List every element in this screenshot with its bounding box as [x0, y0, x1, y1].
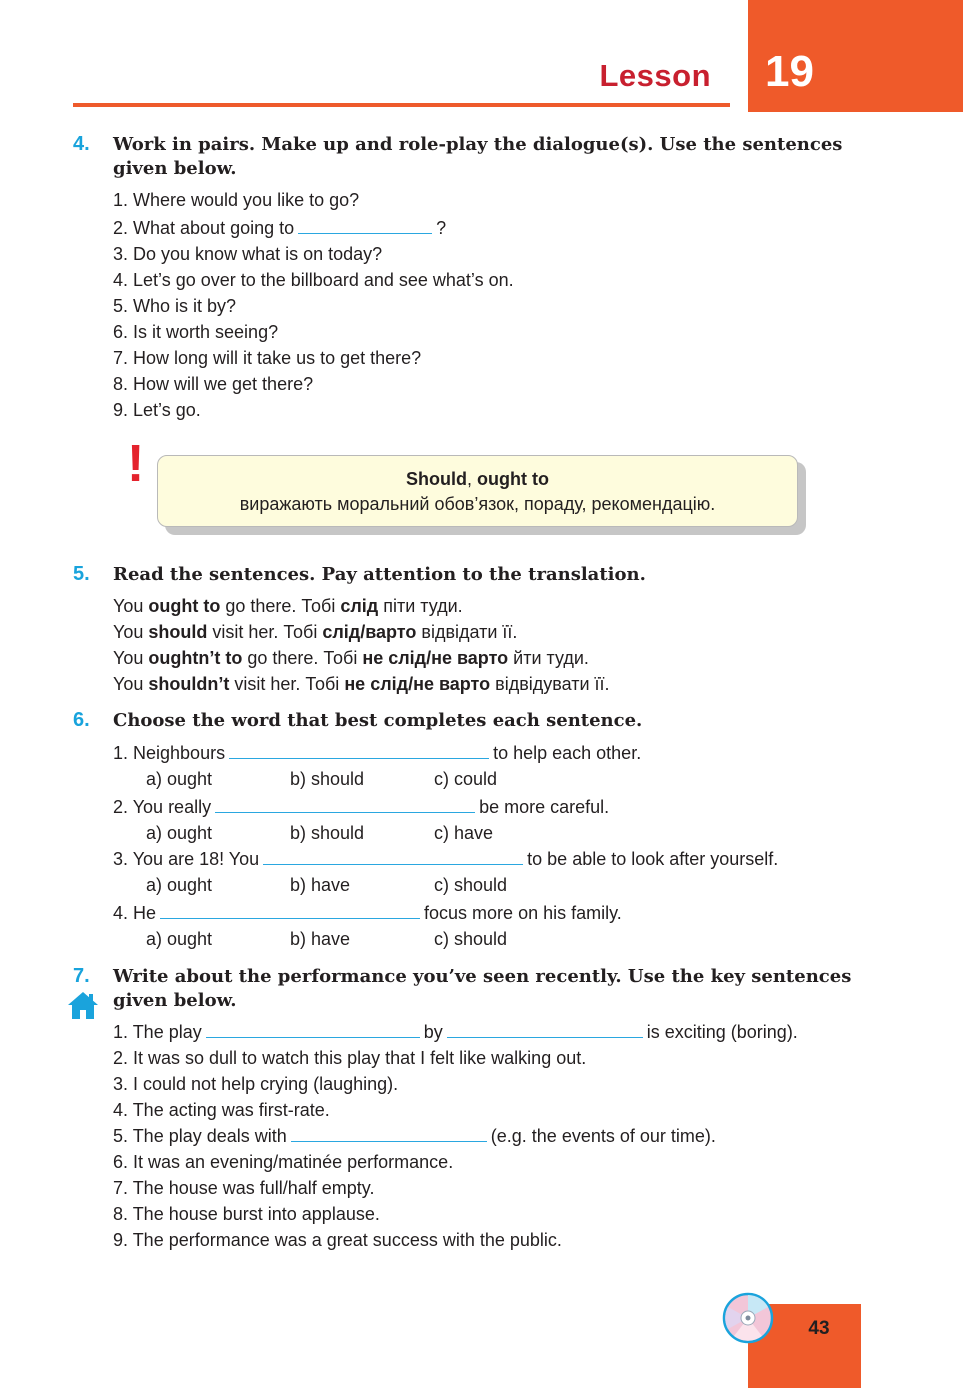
note-text: виражають моральний обов’язок, пораду, рекомендацію. — [239, 494, 716, 514]
answer-blank[interactable] — [206, 1021, 420, 1038]
task-7-heading-line2: given below. — [113, 990, 237, 1011]
task-7-item-6: 6. It was an evening/matinée performance. — [113, 1152, 454, 1172]
option-a[interactable]: a) ought — [146, 929, 213, 949]
task-4-item-2 — [113, 215, 446, 241]
t: 5. The play deals with — [113, 1126, 287, 1146]
home-icon — [67, 990, 99, 1020]
task-6-options-4 — [146, 926, 507, 952]
task-4-item-3: 3. Do you know what is on today? — [113, 244, 383, 264]
t: відвідати її. — [416, 622, 518, 642]
task-4-item-1: 1. Where would you like to go? — [113, 190, 360, 210]
page-number: 43 — [808, 1318, 830, 1339]
t: відвідувати її. — [490, 674, 610, 694]
t: You — [113, 622, 149, 642]
answer-blank[interactable] — [229, 742, 489, 759]
t: You — [113, 596, 149, 616]
task-7-item-1 — [113, 1019, 798, 1045]
note-word-ought-to: ought to — [477, 469, 549, 489]
t: (e.g. the events of our time). — [490, 1126, 716, 1146]
task-7-item-8: 8. The house burst into applause. — [113, 1204, 380, 1224]
option-b[interactable]: b) should — [290, 823, 365, 843]
task-6-item-4 — [113, 900, 622, 926]
t: to help each other. — [493, 743, 642, 763]
task-7-item-7: 7. The house was full/half empty. — [113, 1178, 375, 1198]
task-6-options-3 — [146, 872, 507, 898]
option-b[interactable]: b) have — [290, 929, 351, 949]
t: should — [148, 622, 208, 642]
task-5-line-4 — [113, 671, 610, 697]
t: go there. Тобі — [242, 648, 363, 668]
t: 4. He — [113, 903, 157, 923]
task-5-heading: Read the sentences. Pay attention to the translation. — [113, 564, 646, 585]
task-7-number: 7. — [73, 965, 90, 987]
task-6-heading: Choose the word that best completes each sentence. — [113, 710, 643, 731]
task-4-item-9: 9. Let’s go. — [113, 400, 201, 420]
task-4-item-8: 8. How will we get there? — [113, 374, 314, 394]
t: слід/варто — [322, 622, 417, 642]
answer-blank[interactable] — [291, 1125, 487, 1142]
option-c[interactable]: c) could — [434, 769, 498, 789]
task-4-heading-line1: Work in pairs. Make up and role-play the dialogue(s). Use the sentences — [113, 134, 843, 155]
option-b[interactable]: b) have — [290, 875, 351, 895]
task-5-line-1 — [113, 593, 463, 619]
task-4-item-7: 7. How long will it take us to get there? — [113, 348, 422, 368]
t: is exciting (boring). — [646, 1022, 798, 1042]
t: 3. You are 18! You — [113, 849, 260, 869]
task-4-item-5: 5. Who is it by? — [113, 296, 237, 316]
option-a[interactable]: a) ought — [146, 875, 213, 895]
task-4-heading — [113, 133, 873, 181]
task-7-item-2: 2. It was so dull to watch this play that I felt like walking out. — [113, 1048, 587, 1068]
task-7-item-5 — [113, 1123, 716, 1149]
task-5-number: 5. — [73, 563, 90, 585]
answer-blank[interactable] — [263, 848, 523, 865]
grammar-note — [157, 455, 798, 527]
option-b[interactable]: b) should — [290, 769, 365, 789]
answer-blank[interactable] — [215, 796, 475, 813]
task-4-number: 4. — [73, 133, 90, 155]
task-7-heading-line1: Write about the performance you’ve seen recently. Use the key sentences — [113, 966, 852, 987]
t: by — [423, 1022, 443, 1042]
t: be more careful. — [479, 797, 610, 817]
option-c[interactable]: c) should — [434, 929, 508, 949]
answer-blank[interactable] — [160, 902, 420, 919]
task-6-item-3 — [113, 846, 778, 872]
t: visit her. Тобі — [229, 674, 345, 694]
header-rule — [73, 103, 730, 107]
lesson-number: 19 — [765, 47, 814, 96]
task-7-item-9: 9. The performance was a great success with the public. — [113, 1230, 562, 1250]
t: слід — [340, 596, 379, 616]
option-a[interactable]: a) ought — [146, 769, 213, 789]
t: You — [113, 648, 149, 668]
t: 1. Neighbours — [113, 743, 226, 763]
option-a[interactable]: a) ought — [146, 823, 213, 843]
t: shouldn’t — [148, 674, 230, 694]
note-title — [158, 467, 797, 491]
t: 1. The play — [113, 1022, 202, 1042]
t: go there. Тобі — [220, 596, 341, 616]
task-4-heading-line2: given below. — [113, 158, 237, 179]
task-7-heading — [113, 965, 873, 1013]
t: 2. You really — [113, 797, 212, 817]
option-c[interactable]: c) should — [434, 875, 508, 895]
task-6-options-2 — [146, 820, 493, 846]
t: піти туди. — [378, 596, 463, 616]
note-word-should: Should — [406, 469, 467, 489]
task-4-item-2-text: 2. What about going to — [113, 218, 295, 238]
exclamation-icon: ! — [127, 435, 145, 493]
t: не слід/не варто — [344, 674, 491, 694]
answer-blank[interactable] — [447, 1021, 643, 1038]
task-6-item-1 — [113, 740, 641, 766]
task-6-options-1 — [146, 766, 497, 792]
task-6-item-2 — [113, 794, 609, 820]
task-4-item-4: 4. Let’s go over to the billboard and see what’s on. — [113, 270, 514, 290]
t: You — [113, 674, 149, 694]
t: oughtn’t to — [148, 648, 243, 668]
note-separator: , — [467, 469, 478, 489]
task-5-line-3 — [113, 645, 589, 671]
t: visit her. Тобі — [207, 622, 323, 642]
task-7-item-4: 4. The acting was first-rate. — [113, 1100, 330, 1120]
t: focus more on his family. — [424, 903, 622, 923]
answer-blank[interactable] — [298, 217, 432, 234]
task-6-number: 6. — [73, 709, 90, 731]
t: ought to — [148, 596, 221, 616]
lesson-label: Lesson — [599, 58, 711, 93]
task-4-item-2-end: ? — [436, 218, 447, 238]
option-c[interactable]: c) have — [434, 823, 494, 843]
t: to be able to look after yourself. — [527, 849, 779, 869]
task-5-line-2 — [113, 619, 517, 645]
task-4-item-6: 6. Is it worth seeing? — [113, 322, 279, 342]
task-7-item-3: 3. I could not help crying (laughing). — [113, 1074, 399, 1094]
t: йти туди. — [508, 648, 589, 668]
t: не слід/не варто — [362, 648, 509, 668]
